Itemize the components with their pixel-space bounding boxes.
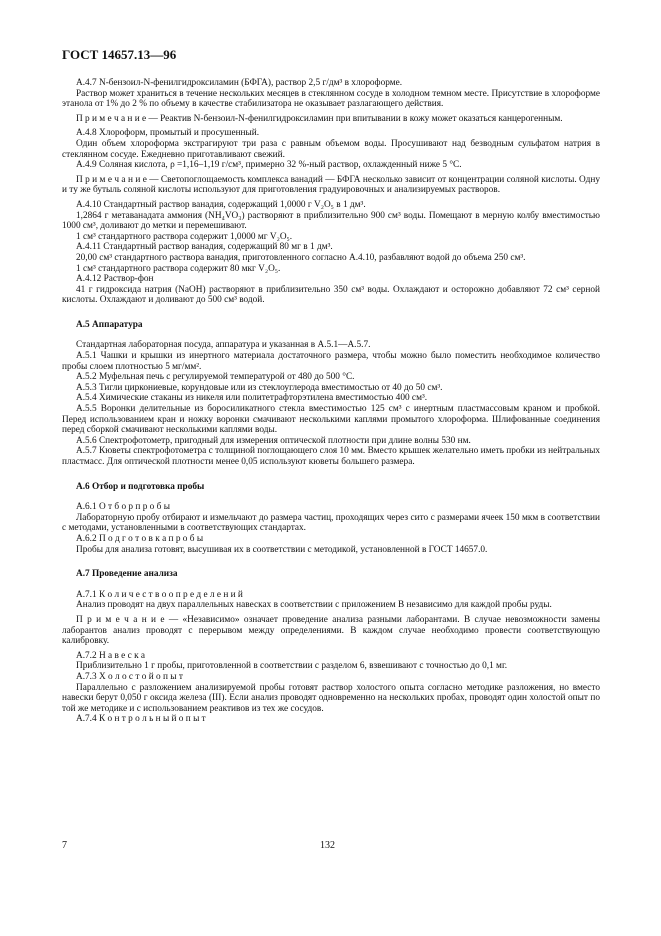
paragraph: А.5.6 Спектрофотометр, пригодный для измерения оптической плотности при длине волны 530 нм.: [76, 435, 471, 446]
paragraph: А.4.7 N-бензоил-N-фенилгидроксиламин (БФГА), раствор 2,5 г/дм³ в хлороформе.: [76, 78, 403, 88]
paragraph: Параллельно с разложением анализируемой пробы готовят раствор холостого опыта согласно методике разложения, но вместо навески берут 0,050 г оксида железа (III). Если анализ проводят одновременно на нескольких пробах, проводят один холостой опыт по той же методике и с использованием реактивов из тех же сосудов.: [62, 682, 600, 714]
document-header: ГОСТ 14657.13—96: [62, 47, 177, 62]
paragraph: Один объем хлороформа экстрагируют три раза с равным объемом воды. Просушивают над безводным сульфатом натрия в стеклянном сосуде. Ежедневно приготавливают свежий.: [62, 138, 600, 160]
page-number-left: 7: [62, 840, 67, 851]
paragraph: А.5.1 Чашки и крышки из инертного материала достаточного размера, чтобы можно было поместить необходимое количество пробы слоем плотностью 5 мг/мм².: [62, 351, 600, 372]
paragraph: А.4.8 Хлороформ, промытый и просушенный.: [76, 128, 260, 139]
paragraph: А.7.4 К о н т р о л ь н ы й о п ы т: [76, 714, 206, 725]
paragraph: Пробы для анализа готовят, высушивая их в соответствии с методикой, установленной в ГОСТ 14657.0.: [76, 544, 488, 555]
paragraph: П р и м е ч а н и е — Светопоглощаемость комплекса ванадий — БФГА несколько зависит от концентрации соляной кислоты. Одну и ту же бутыль соляной кислоты используют для приготовления градуировочных и анализируемых растворов.: [62, 174, 600, 196]
paragraph: Лабораторную пробу отбирают и измельчают до размера частиц, проходящих через сито с размерами ячеек 150 мкм в соответствии с методами, установленными в соответствующих стандартах.: [62, 512, 600, 534]
paragraph: Стандартная лабораторная посуда, аппаратура и указанная в А.5.1—А.5.7.: [76, 340, 371, 351]
paragraph: А.6.2 П о д г о т о в к а п р о б ы: [76, 533, 204, 544]
section-heading: А.5 Аппаратура: [76, 319, 143, 330]
page-number-center: 132: [320, 840, 335, 851]
paragraph: 1,2864 г метаванадата аммония (NH₄VO₃) растворяют в приблизительно 900 см³ воды. Помещают в мерную колбу вместимостью 1000 см³, доливают до метки и перемешивают.: [62, 210, 600, 232]
paragraph: А.5.3 Тигли циркониевые, корундовые или из стеклоуглерода вместимостью от 40 до 50 см³.: [76, 382, 443, 393]
paragraph: А.7.1 К о л и ч е с т в о о п р е д е л е н и й: [76, 589, 243, 600]
paragraph: П р и м е ч а н и е — Реактив N-бензоил-N-фенилгидроксиламин при впитывании в кожу может оказаться канцерогенным.: [76, 113, 563, 124]
paragraph: А.5.7 Кюветы спектрофотометра с толщиной поглощающего слоя 10 мм. Вместо крышек желательно иметь пробки из нейтральных пластмасс. Для оптической плотности менее 0,05 используют кюветы большего размера.: [62, 446, 600, 467]
paragraph: А.4.11 Стандартный раствор ванадия, содержащий 80 мг в 1 дм³.: [76, 242, 333, 253]
section-heading: А.7 Проведение анализа: [76, 569, 178, 580]
paragraph: Раствор может храниться в течение нескольких месяцев в стеклянном сосуде в холодном темном месте. Присутствие в хлороформе этанола от 1% до 2 % по объему в качестве стабилизатора не оказывает разлагающего действия.: [62, 88, 600, 110]
paragraph: А.5.4 Химические стаканы из никеля или политетрафторэтилена вместимостью 400 см³.: [76, 393, 428, 404]
section-heading: А.6 Отбор и подготовка пробы: [76, 481, 205, 492]
paragraph: А.7.3 Х о л о с т о й о п ы т: [76, 671, 183, 682]
paragraph: А.4.9 Соляная кислота, ρ =1,16–1,19 г/см³, примерно 32 %-ный раствор, охлажденный ниже 5 °С.: [76, 160, 462, 171]
paragraph: П р и м е ч а н и е — «Независимо» означает проведение анализа разными лаборантами. В случае невозможности замены лаборантов анализ проводят с перерывом между определениями. В каждом случае необходимо провести соответствующую калибровку.: [62, 614, 600, 647]
paragraph: 1 см³ стандартного раствора содержит 80 мкг V₂O₅.: [76, 263, 281, 274]
document-body: [62, 78, 600, 725]
paragraph: А.6.1 О т б о р п р о б ы: [76, 502, 170, 513]
paragraph: 1 см³ стандартного раствора содержит 1,0000 мг V₂O₅.: [76, 231, 293, 242]
paragraph: А.4.10 Стандартный раствор ванадия, содержащий 1,0000 г V₂O₅ в 1 дм³.: [76, 199, 366, 210]
paragraph: Приблизительно 1 г пробы, приготовленной в соответствии с разделом 6, взвешивают с точностью до 0,1 мг.: [76, 661, 508, 672]
paragraph: Анализ проводят на двух параллельных навесках в соответствии с приложением В независимо для каждой пробы руды.: [76, 600, 552, 611]
paragraph: 20,00 см³ стандартного раствора ванадия, приготовленного согласно А.4.10, разбавляют водой до объема 250 см³.: [76, 252, 526, 263]
paragraph: А.5.5 Воронки делительные из боросиликатного стекла вместимостью 125 см³ с инертным пластмассовым краном и пробкой. Перед использованием кран и ножку воронки смачивают несколькими каплями промытого хлороформа. Шлифованные соединения перед сборкой смачивают несколькими каплями воды.: [62, 404, 600, 436]
paragraph: А.7.2 Н а в е с к а: [76, 650, 146, 661]
paragraph: А.4.12 Раствор-фон: [76, 274, 154, 285]
paragraph: А.5.2 Муфельная печь с регулируемой температурой от 480 до 500 °С.: [76, 372, 355, 383]
paragraph: 41 г гидроксида натрия (NaOH) растворяют в приблизительно 350 см³ воды. Охлаждают и осторожно добавляют 72 см³ серной кислоты. Охлаждают и доливают до 500 см³ водой.: [62, 284, 600, 306]
